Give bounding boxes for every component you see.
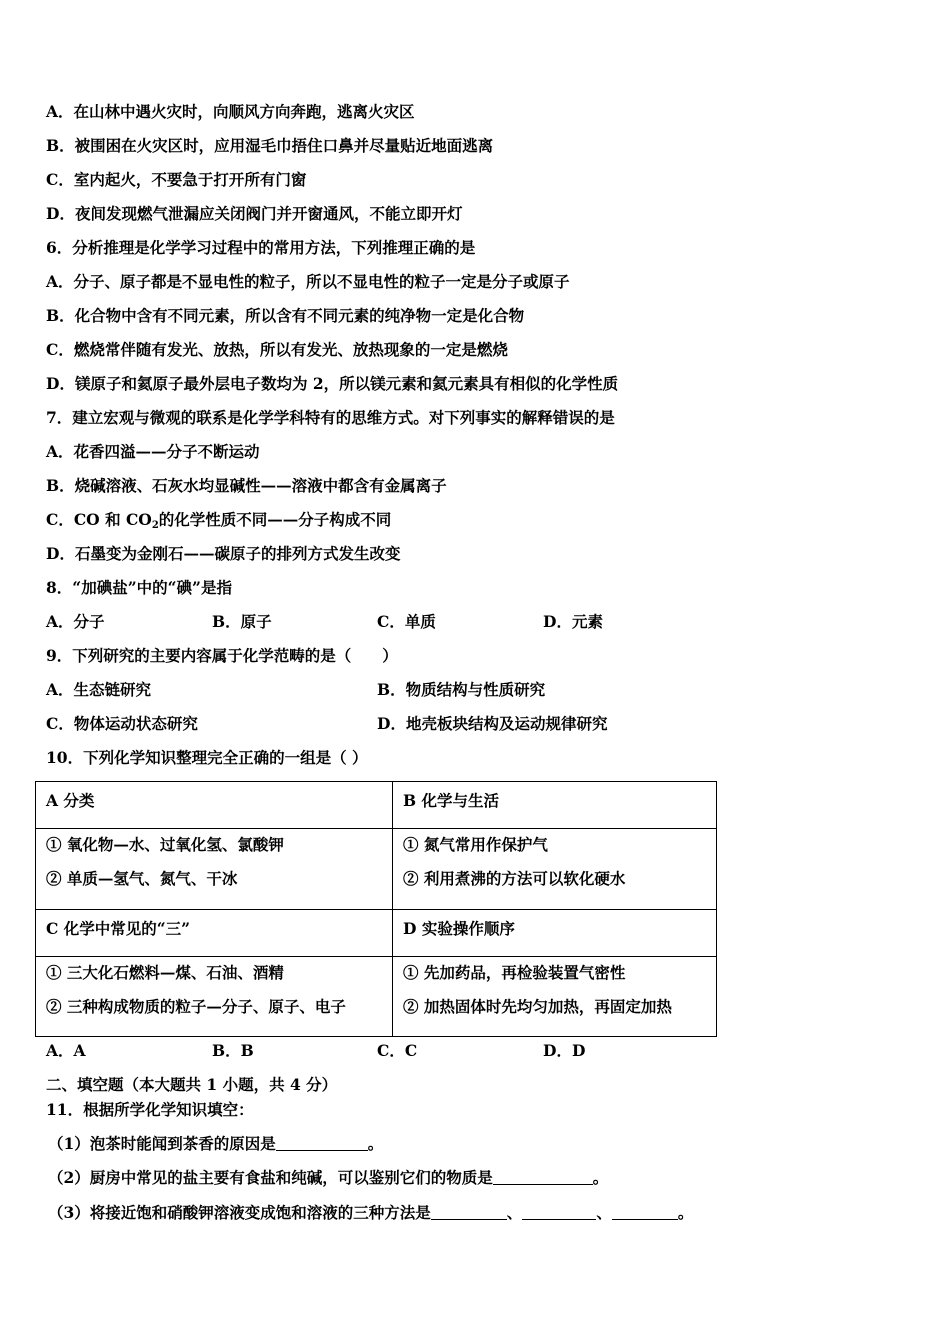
answer-blank-3a[interactable] [431, 1203, 507, 1220]
q8-option-b: B．原子 [212, 612, 272, 631]
q11-part-3-sep-1: 、 [506, 1203, 523, 1222]
answer-blank-3c[interactable] [612, 1203, 678, 1220]
table-cell-a-title: A 分类 [36, 782, 393, 829]
table-a-line-2: ② 单质—氢气、氮气、干冰 [46, 869, 238, 888]
q6-option-b: B．化合物中含有不同元素，所以含有不同元素的纯净物一定是化合物 [46, 306, 525, 325]
q9-stem: 9．下列研究的主要内容属于化学范畴的是（ ） [46, 646, 398, 665]
q7-option-a: A．花香四溢——分子不断运动 [46, 442, 260, 461]
q11-stem: 11．根据所学化学知识填空： [46, 1100, 254, 1119]
q7-option-c-post: 的化学性质不同——分子构成不同 [158, 510, 392, 529]
answer-blank-3b[interactable] [522, 1203, 596, 1220]
table-cell-b-title: B 化学与生活 [393, 782, 717, 829]
q11-part-3-sep-2: 、 [596, 1203, 612, 1222]
q10-stem: 10．下列化学知识整理完全正确的一组是（ ） [46, 748, 368, 767]
section-2-heading: 二、填空题（本大题共 1 小题，共 4 分） [46, 1075, 338, 1094]
q11-part-2 [48, 1168, 608, 1188]
q11-part-2-end: 。 [592, 1168, 609, 1187]
q7-option-c-pre: C．CO 和 CO [46, 510, 152, 529]
q9-option-a: A．生态链研究 [46, 680, 152, 699]
q6-option-d: D．镁原子和氦原子最外层电子数均为 2，所以镁元素和氦元素具有相似的化学性质 [46, 374, 619, 393]
table-cell-b-content [393, 829, 717, 910]
q7-option-c [46, 510, 391, 530]
table-b-line-1: ① 氮气常用作保护气 [403, 835, 548, 854]
q11-part-1-text: （1）泡茶时能闻到茶香的原因是 [48, 1134, 276, 1153]
q10-option-d: D．D [543, 1041, 586, 1060]
q6-option-a: A．分子、原子都是不显电性的粒子，所以不显电性的粒子一定是分子或原子 [46, 272, 570, 291]
q11-part-3-end: 。 [677, 1203, 694, 1222]
q11-part-1 [48, 1134, 383, 1154]
q8-option-d: D．元素 [543, 612, 603, 631]
q8-option-c: C．单质 [377, 612, 436, 631]
table-c-line-1: ① 三大化石燃料—煤、石油、酒精 [46, 963, 284, 982]
table-cell-d-title: D 实验操作顺序 [393, 910, 717, 957]
table-cell-c-content [36, 957, 393, 1037]
q8-stem: 8．“加碘盐”中的“碘”是指 [46, 578, 232, 597]
q5-option-d: D．夜间发现燃气泄漏应关闭阀门并开窗通风，不能立即开灯 [46, 204, 463, 223]
table-c-line-2: ② 三种构成物质的粒子—分子、原子、电子 [46, 997, 346, 1016]
q7-stem: 7．建立宏观与微观的联系是化学学科特有的思维方式。对下列事实的解释错误的是 [46, 408, 615, 427]
q11-part-3 [48, 1203, 693, 1223]
q7-option-c-subscript: 2 [151, 520, 159, 531]
q6-stem: 6．分析推理是化学学习过程中的常用方法，下列推理正确的是 [46, 238, 476, 257]
q8-option-a: A．分子 [46, 612, 105, 631]
q7-option-b: B．烧碱溶液、石灰水均显碱性——溶液中都含有金属离子 [46, 476, 447, 495]
q9-option-c: C．物体运动状态研究 [46, 714, 198, 733]
q10-option-b: B．B [212, 1041, 254, 1060]
q11-part-2-text: （2）厨房中常见的盐主要有食盐和纯碱，可以鉴别它们的物质是 [48, 1168, 493, 1187]
answer-blank-1[interactable] [276, 1134, 368, 1151]
q5-option-a: A．在山林中遇火灾时，向顺风方向奔跑，逃离火灾区 [46, 102, 415, 121]
table-a-line-1: ① 氧化物—水、过氧化氢、氯酸钾 [46, 835, 284, 854]
table-cell-a-content [36, 829, 393, 910]
q5-option-c: C．室内起火，不要急于打开所有门窗 [46, 170, 307, 189]
q6-option-c: C．燃烧常伴随有发光、放热，所以有发光、放热现象的一定是燃烧 [46, 340, 508, 359]
q10-option-c: C．C [377, 1041, 418, 1060]
knowledge-table [35, 781, 717, 1037]
table-cell-c-title: C 化学中常见的“三” [36, 910, 393, 957]
q10-option-a: A．A [46, 1041, 86, 1060]
table-d-line-1: ① 先加药品，再检验装置气密性 [403, 963, 626, 982]
answer-blank-2[interactable] [493, 1168, 593, 1185]
table-cell-d-content [393, 957, 717, 1037]
q9-option-d: D．地壳板块结构及运动规律研究 [377, 714, 608, 733]
table-d-line-2: ② 加热固体时先均匀加热，再固定加热 [403, 997, 672, 1016]
q11-part-3-text: （3）将接近饱和硝酸钾溶液变成饱和溶液的三种方法是 [48, 1203, 431, 1222]
q7-option-d: D．石墨变为金刚石——碳原子的排列方式发生改变 [46, 544, 401, 563]
q9-option-b: B．物质结构与性质研究 [377, 680, 546, 699]
table-b-line-2: ② 利用煮沸的方法可以软化硬水 [403, 869, 626, 888]
q11-part-1-end: 。 [367, 1134, 384, 1153]
q5-option-b: B．被围困在火灾区时，应用湿毛巾捂住口鼻并尽量贴近地面逃离 [46, 136, 494, 155]
